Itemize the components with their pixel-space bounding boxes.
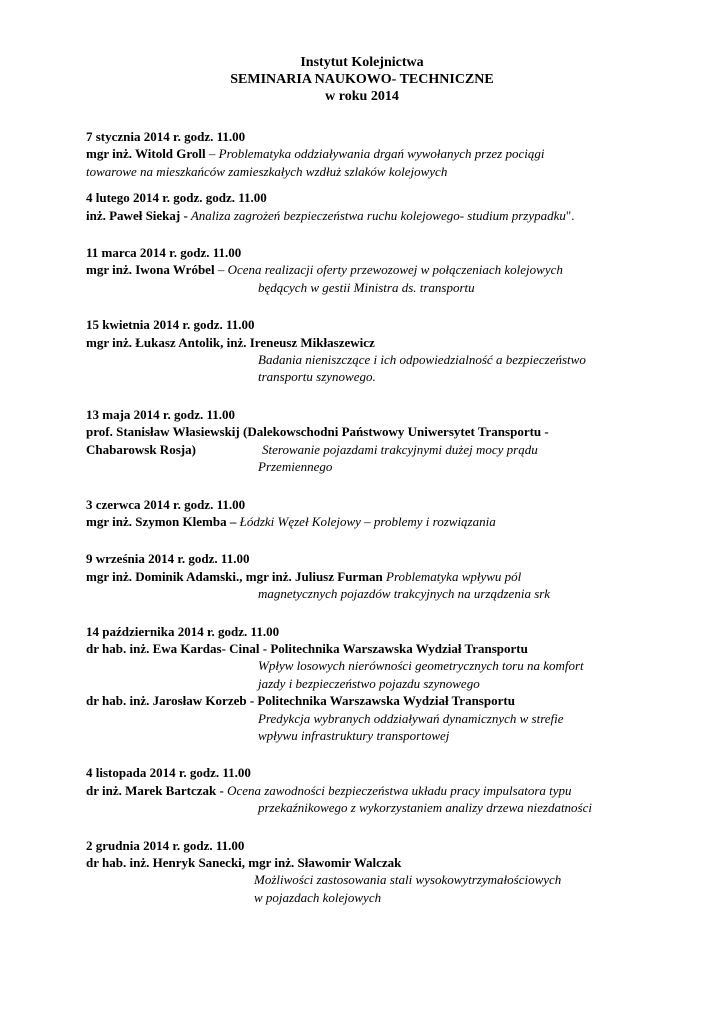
seminar-line	[86, 513, 686, 530]
seminar-title: Problematyka wpływu pól	[382, 568, 522, 584]
seminar-date: 4 listopada 2014 r. godz. 11.00	[86, 765, 251, 781]
speaker: mgr inż. Szymon Klemba –	[86, 513, 237, 529]
seminar-date: 11 marca 2014 r. godz. 11.00	[86, 245, 242, 261]
seminar-line	[86, 441, 686, 458]
seminar-date: 4 lutego 2014 r. godz. godz. 11.00	[86, 190, 267, 206]
speaker: dr hab. inż. Ewa Kardas- Cinal - Politechnika Warszawska Wydział Transportu	[86, 640, 528, 656]
seminar-title-2-cont: wpływu infrastruktury transportowej	[258, 727, 450, 743]
seminar-title-cont: w pojazdach kolejowych	[254, 889, 382, 905]
seminar-title-cont: jazdy i bezpieczeństwo pojazdu szynowego	[258, 675, 480, 691]
seminar-line	[86, 207, 686, 224]
seminar-line	[86, 568, 686, 585]
seminar-entry	[86, 764, 686, 816]
seminar-date: 14 października 2014 r. godz. 11.00	[86, 623, 280, 639]
speaker: dr hab. inż. Henryk Sanecki, mgr inż. Sławomir Walczak	[86, 855, 402, 870]
speaker: inż. Paweł Siekaj -	[86, 207, 188, 223]
seminar-date: 7 stycznia 2014 r. godz. 11.00	[86, 129, 246, 144]
seminar-date: 2 grudnia 2014 r. godz. 11.00	[86, 837, 245, 853]
institute-name: Instytut Kolejnictwa	[300, 55, 424, 70]
seminar-entry	[86, 623, 686, 745]
title-tail: ".	[565, 207, 575, 223]
seminar-title-cont: przekaźnikowego z wykorzystaniem analizy drzewa niezdatności	[258, 800, 592, 816]
seminar-entry	[86, 316, 686, 386]
seminar-date: 15 kwietnia 2014 r. godz. 11.00	[86, 317, 255, 333]
speaker-2: dr hab. inż. Jarosław Korzeb - Politechnika Warszawska Wydział Transportu	[86, 693, 515, 709]
seminar-entry	[86, 837, 686, 907]
speaker: mgr inż. Witold Groll	[86, 146, 206, 162]
seminar-line	[86, 145, 686, 162]
seminar-title-2: Predykcja wybranych oddziaływań dynamicznych w strefie	[258, 710, 564, 726]
seminar-title: Ocena zawodności bezpieczeństwa układu pracy impulsatora typu	[223, 782, 572, 798]
seminar-title: Analiza zagrożeń bezpieczeństwa ruchu kolejowego- studium przypadku	[187, 207, 566, 223]
seminar-entry	[86, 496, 686, 531]
seminar-entry	[86, 550, 686, 602]
seminar-title: Wpływ losowych nierówności geometrycznych toru na komfort	[258, 658, 584, 674]
seminar-date: 9 września 2014 r. godz. 11.00	[86, 551, 250, 567]
speaker: mgr inż. Dominik Adamski., mgr inż. Juliusz Furman	[86, 568, 383, 584]
seminar-entry	[86, 189, 686, 224]
seminar-entry	[86, 244, 686, 296]
seminar-entry	[86, 406, 686, 476]
seminar-date: 13 maja 2014 r. godz. 11.00	[86, 406, 236, 422]
speaker: mgr inż. Łukasz Antolik, inż. Ireneusz Mikłaszewicz	[86, 334, 375, 350]
speaker: dr inż. Marek Bartczak -	[86, 782, 224, 798]
seminar-title: Problematyka oddziaływania drgań wywołanych przez pociągi	[218, 146, 545, 162]
seminar-title-cont: będących w gestii Ministra ds. transportu	[258, 279, 475, 295]
document-title: SEMINARIA NAUKOWO- TECHNICZNE	[230, 72, 494, 87]
seminar-list	[86, 128, 686, 906]
seminar-title: Badania nieniszczące i ich odpowiedzialność a bezpieczeństwo	[258, 352, 586, 368]
seminar-title-cont: towarowe na mieszkańców zamieszkałych wzdłuż szlaków kolejowych	[86, 163, 448, 179]
document-year: w roku 2014	[325, 89, 399, 104]
seminar-title: Sterowanie pojazdami trakcyjnymi dużej mocy prądu	[262, 441, 538, 457]
seminar-title: Możliwości zastosowania stali wysokowytrzymałościowych	[254, 872, 562, 888]
speaker: mgr inż. Iwona Wróbel	[86, 262, 215, 278]
document-header	[0, 54, 724, 105]
seminar-line	[86, 261, 686, 278]
seminar-date: 3 czerwca 2014 r. godz. 11.00	[86, 496, 246, 512]
seminar-title: – Ocena realizacji oferty przewozowej w połączeniach kolejowych	[214, 262, 563, 278]
speaker-affiliation: Chabarowsk Rosja)	[86, 441, 196, 457]
seminar-title: Łódzki Węzeł Kolejowy – problemy i rozwiązania	[236, 513, 496, 529]
seminar-entry	[86, 128, 686, 180]
seminar-title-cont: Przemiennego	[258, 459, 333, 475]
seminar-line	[86, 782, 686, 799]
seminar-title-cont: magnetycznych pojazdów trakcyjnych na urządzenia srk	[258, 586, 551, 602]
separator: –	[205, 146, 219, 162]
speaker: prof. Stanisław Własiewskij (Dalekowschodni Państwowy Uniwersytet Transportu -	[86, 424, 549, 440]
seminar-title-cont: transportu szynowego.	[258, 369, 376, 385]
